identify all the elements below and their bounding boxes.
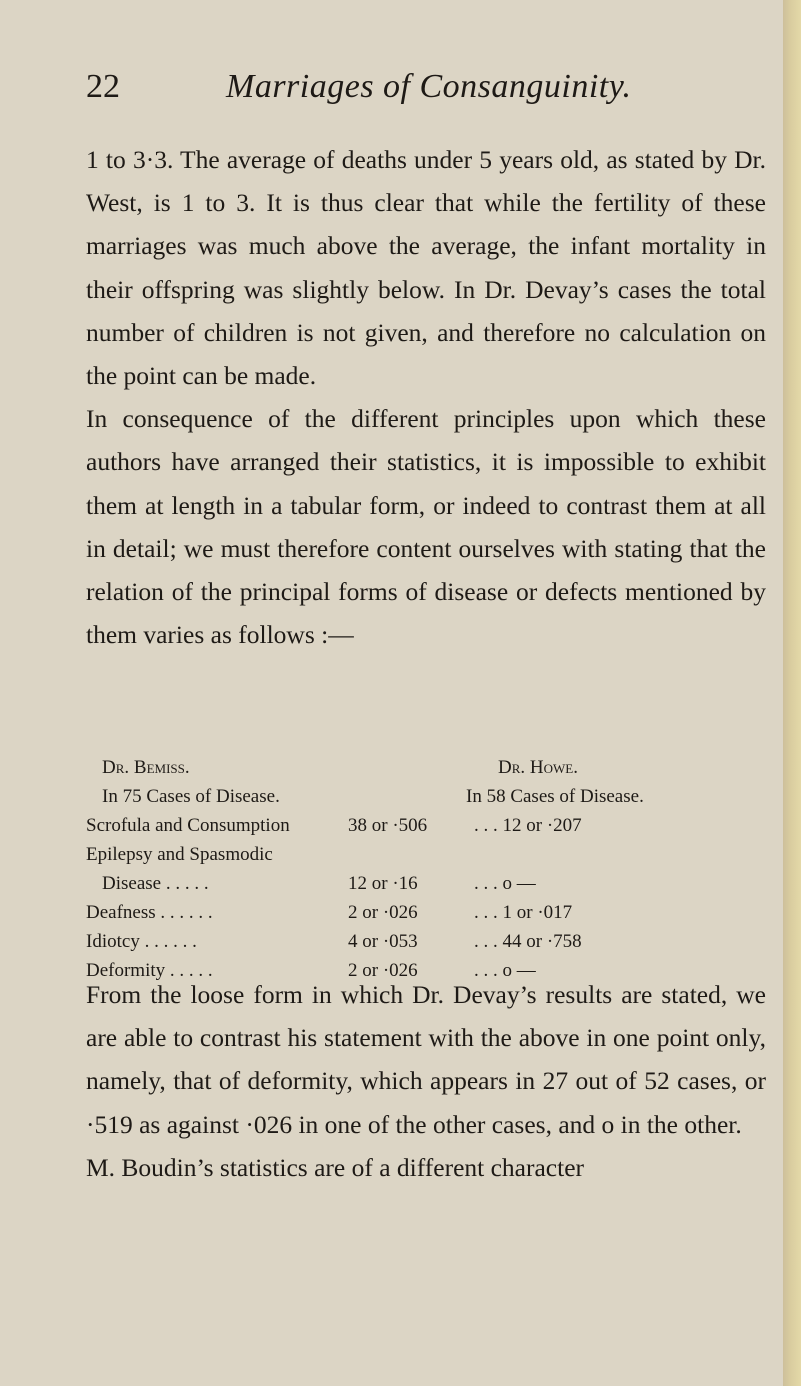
disease-cell: Scrofula and Consumption xyxy=(86,815,290,836)
table-row xyxy=(86,815,766,844)
disease-cell: Disease . . . . . xyxy=(102,873,209,894)
disease-cell: Epilepsy and Spasmodic xyxy=(86,844,273,865)
body-text-top xyxy=(86,138,766,656)
right-column-subheading: In 58 Cases of Disease. xyxy=(466,786,644,807)
disease-cell: Deafness . . . . . . xyxy=(86,902,213,923)
table-heading-row xyxy=(86,757,766,786)
paragraph: In consequence of the different principles upon which these authors have arranged their statistics, it is impossible to exhibit them at length in a tabular form, or indeed to contrast them at all in detail; we must therefore content ourselves with stating that the relation of the principal forms of disease or defects mentioned by them varies as follows :— xyxy=(86,404,766,650)
table-row xyxy=(86,931,766,960)
running-title: Marriages of Consanguinity. xyxy=(226,68,632,105)
howe-cell: . . . o — xyxy=(474,873,536,894)
howe-cell: . . . 44 or ·758 xyxy=(474,931,582,952)
body-text-bottom xyxy=(86,973,766,1189)
page-header xyxy=(86,68,766,118)
page-number: 22 xyxy=(86,68,120,105)
bemiss-cell: 12 or ·16 xyxy=(348,873,418,894)
bemiss-cell: 2 or ·026 xyxy=(348,902,418,923)
left-column-subheading: In 75 Cases of Disease. xyxy=(102,786,280,807)
howe-cell: . . . 12 or ·207 xyxy=(474,815,582,836)
bemiss-cell: 38 or ·506 xyxy=(348,815,428,836)
disease-cell: Deformity . . . . . xyxy=(86,960,213,981)
disease-comparison-table xyxy=(86,757,766,989)
bemiss-cell: 4 or ·053 xyxy=(348,931,418,952)
disease-cell: Idiotcy . . . . . . xyxy=(86,931,197,952)
left-column-heading: Dr. Bemiss. xyxy=(102,757,190,778)
paragraph: M. Boudin’s statistics are of a different character xyxy=(86,1152,585,1182)
table-row xyxy=(86,844,766,873)
paragraph: 1 to 3·3. The average of deaths under 5 years old, as stated by Dr. West, is 1 to 3. It is thus clear that while the fertility of these marriages was much above the average, the infant mortality in their offspring was slightly below. In Dr. Devay’s cases the total number of children is not given, and therefore no calculation on the point can be made. xyxy=(86,145,766,391)
howe-cell: . . . o — xyxy=(474,960,536,981)
table-row xyxy=(86,873,766,902)
page-edge xyxy=(783,0,801,1386)
bemiss-cell: 2 or ·026 xyxy=(348,960,418,981)
howe-cell: . . . 1 or ·017 xyxy=(474,902,573,923)
paragraph: From the loose form in which Dr. Devay’s results are stated, we are able to contrast his statement with the above in one point only, namely, that of deformity, which appears in 27 out of 52 cases, or ·519 as against ·026 in one of the other cases, and o in the other. xyxy=(86,980,766,1139)
table-subheading-row xyxy=(86,786,766,815)
right-column-heading: Dr. Howe. xyxy=(498,757,578,778)
table-row xyxy=(86,902,766,931)
